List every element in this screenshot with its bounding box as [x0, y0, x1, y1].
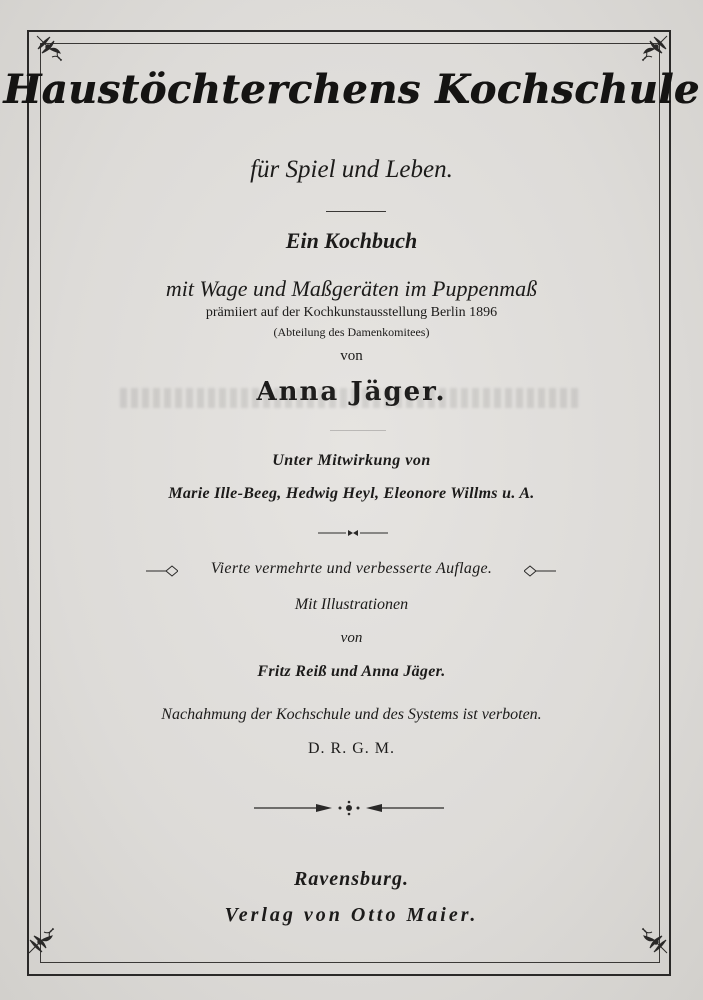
award-note: prämiiert auf der Kochkunstausstellung Berlin 1896: [205, 305, 498, 320]
corner-ornament-icon: [34, 33, 68, 67]
corner-ornament-icon: [636, 922, 670, 956]
divider-rule: [330, 430, 386, 431]
book-title: Haustöchterchens Kochschule: [3, 66, 700, 113]
divider-rule: [326, 211, 386, 212]
cooperation-label: Unter Mitwirkung von: [272, 452, 431, 469]
corner-ornament-icon: [636, 33, 670, 67]
publication-city: Ravensburg.: [294, 868, 409, 890]
by-label: von: [340, 348, 363, 364]
book-description: mit Wage und Maßgeräten im Puppenmaß: [165, 276, 538, 301]
center-divider-ornament-icon: [254, 800, 444, 816]
illustrations-label: Mit Illustrationen: [294, 596, 409, 613]
bleed-through-text: [120, 388, 580, 408]
contributors: Marie Ille-Beeg, Hedwig Heyl, Eleonore Willms u. A.: [168, 485, 535, 502]
book-subtitle: für Spiel und Leben.: [250, 156, 453, 183]
book-type: Ein Kochbuch: [285, 228, 418, 253]
department-note: (Abteilung des Damenkomitees): [273, 325, 430, 339]
edition-right-ornament-icon: [524, 565, 556, 577]
author-name: Anna Jäger.: [256, 377, 447, 407]
by-label-2: von: [340, 630, 363, 646]
corner-ornament-icon: [26, 922, 60, 956]
small-divider-ornament-icon: [318, 528, 388, 538]
publisher: Verlag von Otto Maier.: [224, 904, 479, 926]
illustrators: Fritz Reiß und Anna Jäger.: [257, 663, 446, 680]
edition-note: Vierte vermehrte und verbesserte Auflage.: [210, 560, 493, 577]
copy-notice: Nachahmung der Kochschule und des Systems ist verboten.: [161, 706, 542, 723]
registration-mark: D. R. G. M.: [307, 740, 395, 757]
